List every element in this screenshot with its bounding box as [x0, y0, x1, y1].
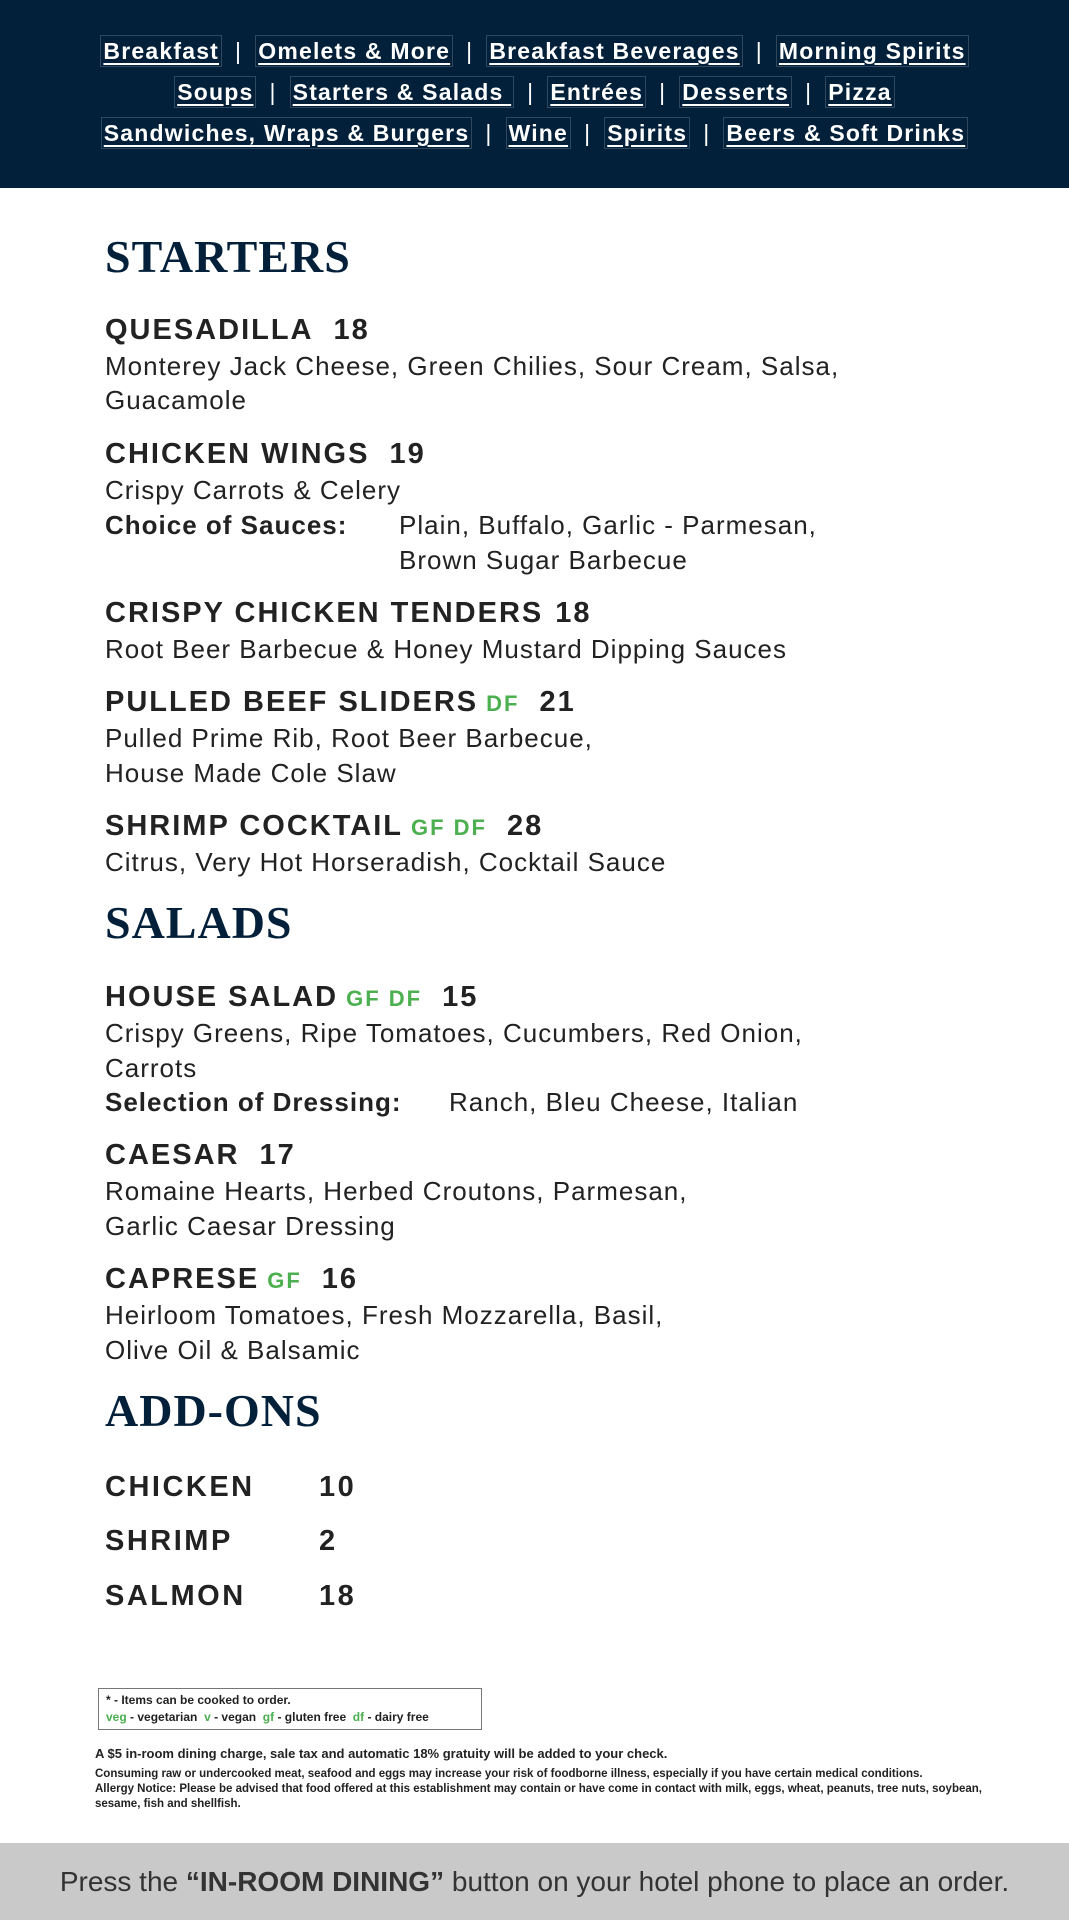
dietary-tag: GF: [267, 1268, 302, 1293]
nav-link-breakfast-beverages[interactable]: Breakfast Beverages: [489, 38, 740, 64]
legend-df-key: df: [352, 1710, 365, 1724]
nav-link-pizza[interactable]: Pizza: [828, 79, 892, 105]
item-description: House Made Cole Slaw: [105, 758, 397, 788]
nav-link-entrees[interactable]: Entrées: [550, 79, 644, 105]
choice-options: Ranch, Bleu Cheese, Italian: [449, 1087, 799, 1117]
nav-link-morning-spirits[interactable]: Morning Spirits: [778, 38, 966, 64]
item-description: Citrus, Very Hot Horseradish, Cocktail Sauce: [105, 847, 667, 877]
item-price: 18: [555, 597, 592, 629]
section-title-salads: SALADS: [105, 897, 293, 948]
addon-name: SHRIMP: [105, 1525, 233, 1557]
dietary-tag: GF DF: [410, 815, 487, 840]
nav-separator: |: [269, 79, 277, 105]
item-name: CHICKEN WINGS: [105, 438, 370, 470]
item-name: CAESAR: [105, 1139, 240, 1171]
legend-cooked-to-order: * - Items can be cooked to order.: [106, 1693, 291, 1707]
item-name: HOUSE SALAD: [105, 981, 339, 1013]
menu-item-title: [105, 1263, 358, 1296]
addon-name: CHICKEN: [105, 1471, 255, 1503]
choice-label: Choice of Sauces:: [105, 510, 348, 540]
item-name: SHRIMP COCKTAIL: [105, 810, 403, 842]
item-description: Olive Oil & Balsamic: [105, 1335, 361, 1365]
nav-separator: |: [466, 38, 474, 64]
nav-row-2: [0, 79, 1069, 106]
item-description: Monterey Jack Cheese, Green Chilies, Sour Cream, Salsa,: [105, 351, 840, 381]
addon-item: [105, 1580, 357, 1613]
nav-separator: |: [527, 79, 535, 105]
nav-link-sandwiches[interactable]: Sandwiches, Wraps & Burgers: [103, 120, 470, 146]
item-price: 17: [259, 1139, 296, 1171]
addon-price: 10: [319, 1471, 357, 1503]
nav-row-1: [0, 38, 1069, 65]
nav-link-breakfast[interactable]: Breakfast: [103, 38, 220, 64]
nav-link-beers-soft-drinks[interactable]: Beers & Soft Drinks: [726, 120, 966, 146]
item-name: CAPRESE: [105, 1263, 260, 1295]
item-price: 28: [506, 810, 544, 842]
menu-item-title: [105, 1139, 296, 1172]
legend-df-text: - dairy free: [364, 1710, 429, 1724]
footer-highlight: “IN-ROOM DINING”: [185, 1866, 445, 1897]
item-price: 21: [539, 686, 576, 718]
item-description: Garlic Caesar Dressing: [105, 1211, 396, 1241]
addon-item: [105, 1525, 338, 1558]
choice-options: Brown Sugar Barbecue: [399, 545, 688, 575]
addon-price: 2: [319, 1525, 338, 1557]
menu-item-title: [105, 981, 478, 1014]
addon-name: SALMON: [105, 1580, 246, 1612]
item-description: Guacamole: [105, 385, 247, 415]
item-description: Crispy Carrots & Celery: [105, 475, 402, 505]
consumption-warning: Consuming raw or undercooked meat, seafood and eggs may increase your risk of foodborne illness, especially if you have certain medical conditions.: [95, 1768, 923, 1780]
nav-separator: |: [485, 120, 493, 146]
item-name: CRISPY CHICKEN TENDERS: [105, 597, 544, 629]
item-description: Romaine Hearts, Herbed Croutons, Parmesan,: [105, 1176, 688, 1206]
dietary-legend: [98, 1688, 482, 1730]
dietary-tag: GF DF: [346, 986, 423, 1011]
item-description: Crispy Greens, Ripe Tomatoes, Cucumbers, Red Onion,: [105, 1018, 803, 1048]
menu-item-title: [105, 597, 592, 630]
nav-separator: |: [659, 79, 667, 105]
nav-separator: |: [703, 120, 711, 146]
nav-link-wine[interactable]: Wine: [508, 120, 569, 146]
item-price: 19: [389, 438, 426, 470]
addon-price: 18: [319, 1580, 357, 1612]
choice-options: Plain, Buffalo, Garlic - Parmesan,: [399, 510, 817, 540]
item-name: PULLED BEEF SLIDERS: [105, 686, 479, 718]
legend-veg-key: veg: [106, 1710, 127, 1724]
menu-item-title: [105, 810, 543, 843]
item-price: 15: [442, 981, 479, 1013]
item-description: Root Beer Barbecue & Honey Mustard Dipping Sauces: [105, 634, 788, 664]
item-description: Pulled Prime Rib, Root Beer Barbecue,: [105, 723, 593, 753]
category-nav: [0, 0, 1069, 188]
legend-keys: [106, 1709, 474, 1726]
item-description: Carrots: [105, 1053, 198, 1083]
nav-row-3: [0, 120, 1069, 147]
item-price: 16: [321, 1263, 359, 1295]
legend-gf-key: gf: [262, 1710, 275, 1724]
addon-item: [105, 1471, 357, 1504]
nav-link-desserts[interactable]: Desserts: [682, 79, 790, 105]
legend-gf-text: - gluten free: [274, 1710, 347, 1724]
nav-separator: |: [805, 79, 813, 105]
nav-link-starters-salads[interactable]: Starters & Salads: [292, 79, 512, 105]
legend-vegan-text: - vegan: [210, 1710, 257, 1724]
item-name: QUESADILLA: [105, 314, 314, 346]
footer-prefix: Press the: [59, 1866, 186, 1897]
section-title-starters: STARTERS: [105, 231, 351, 282]
nav-separator: |: [584, 120, 592, 146]
dietary-tag: DF: [486, 691, 520, 716]
legend-vegan-key: v: [204, 1710, 211, 1724]
dining-charge-note: A $5 in-room dining charge, sale tax and automatic 18% gratuity will be added to your check.: [95, 1746, 668, 1761]
legend-veg-text: - vegetarian: [126, 1710, 198, 1724]
item-description: Heirloom Tomatoes, Fresh Mozzarella, Basil,: [105, 1300, 664, 1330]
section-title-addons: ADD-ONS: [105, 1385, 322, 1436]
menu-item-title: [105, 686, 576, 719]
order-instructions-footer: [0, 1843, 1069, 1920]
nav-link-omelets[interactable]: Omelets & More: [258, 38, 451, 64]
nav-separator: |: [235, 38, 243, 64]
menu-item-title: [105, 438, 426, 471]
nav-link-spirits[interactable]: Spirits: [607, 120, 688, 146]
footer-suffix: button on your hotel phone to place an order.: [444, 1866, 1010, 1897]
choice-label: Selection of Dressing:: [105, 1087, 402, 1117]
item-price: 18: [333, 314, 370, 346]
allergy-notice: Allergy Notice: Please be advised that food offered at this establishment may contain or have come in contact with milk, eggs, wheat, peanuts, tree nuts, soybean, sesame, fish and shellfish.: [95, 1783, 982, 1810]
nav-link-soups[interactable]: Soups: [177, 79, 254, 105]
nav-separator: |: [755, 38, 763, 64]
menu-item-title: [105, 314, 370, 347]
